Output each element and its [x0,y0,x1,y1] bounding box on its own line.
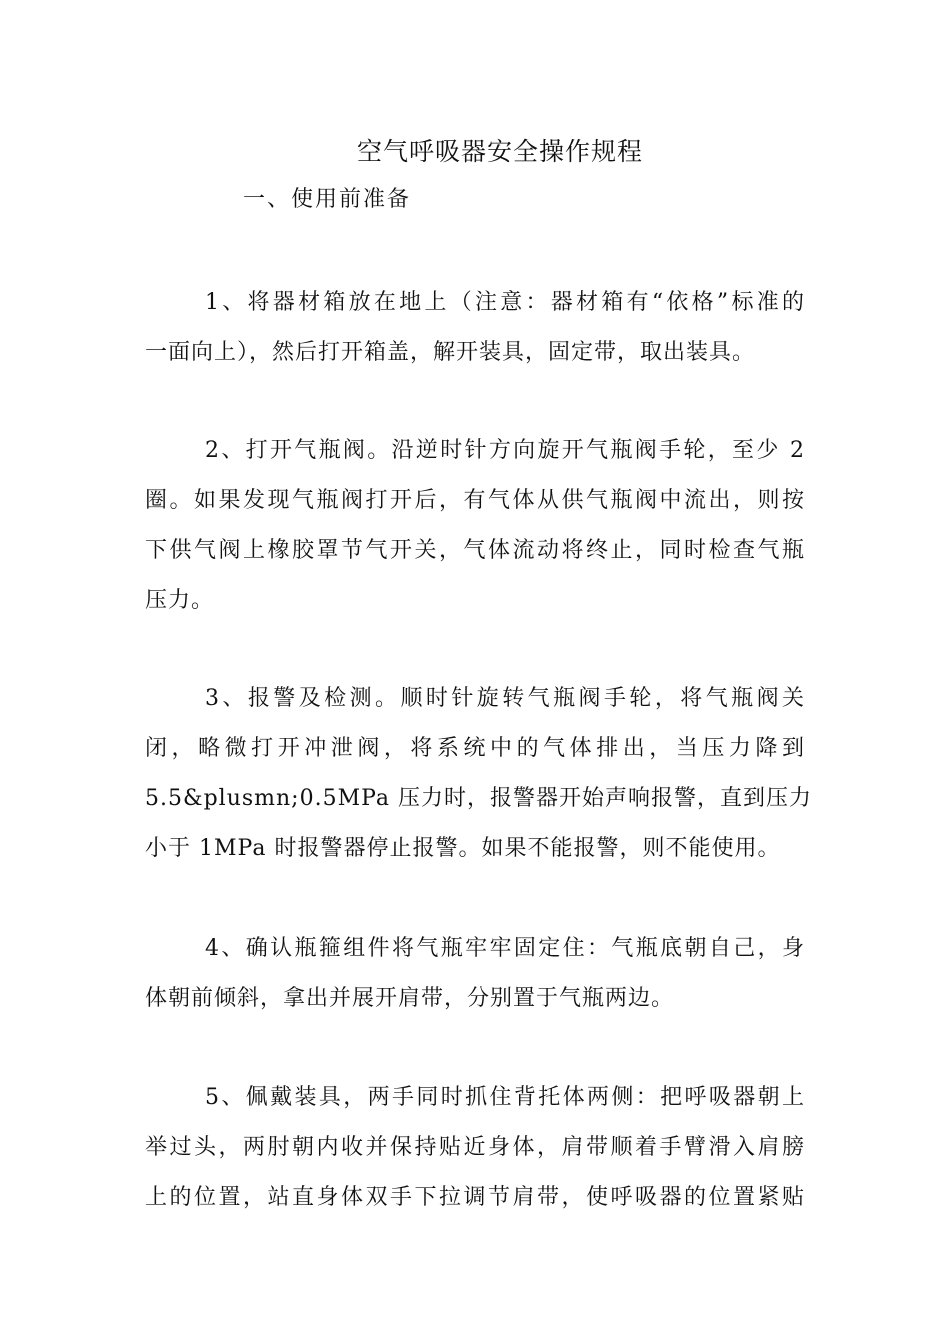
paragraph-line: 闭，略微打开冲泄阀，将系统中的气体排出，当压力降到 [145,736,805,761]
paragraph-line: 圈。如果发现气瓶阀打开后，有气体从供气瓶阀中流出，则按 [145,488,805,513]
section-heading: 一、使用前准备 [243,187,412,212]
paragraph-line: 4、确认瓶箍组件将气瓶牢牢固定住：气瓶底朝自己，身 [205,936,805,961]
document-title: 空气呼吸器安全操作规程 [356,137,643,166]
paragraph-5 [145,1073,805,1223]
paragraph-line: 2、打开气瓶阀。沿逆时针方向旋开气瓶阀手轮，至少 2 [205,438,805,463]
paragraph-line: 上的位置，站直身体双手下拉调节肩带，使呼吸器的位置紧贴 [145,1185,805,1210]
paragraph-line: 1、将器材箱放在地上（注意：器材箱有“依格”标准的 [205,290,805,315]
paragraph-line: 体朝前倾斜，拿出并展开肩带，分别置于气瓶两边。 [145,986,675,1011]
paragraph-1 [145,278,805,378]
paragraph-3 [145,674,813,874]
paragraph-line: 压力。 [145,588,215,613]
paragraph-line: 小于 1MPa 时报警器停止报警。如果不能报警，则不能使用。 [145,836,781,861]
paragraph-2 [145,426,805,626]
paragraph-line: 举过头，两肘朝内收并保持贴近身体，肩带顺着手臂滑入肩膀 [145,1135,805,1160]
paragraph-line: 3、报警及检测。顺时针旋转气瓶阀手轮，将气瓶阀关 [205,686,805,711]
paragraph-line: 5、佩戴装具，两手同时抓住背托体两侧：把呼吸器朝上 [205,1085,805,1110]
paragraph-4 [145,924,805,1024]
paragraph-line: 下供气阀上橡胶罩节气开关，气体流动将终止，同时检查气瓶 [145,538,805,563]
paragraph-line: 一面向上），然后打开箱盖，解开装具，固定带，取出装具。 [145,340,756,365]
paragraph-line: 5.5&plusmn;0.5MPa 压力时，报警器开始声响报警，直到压力 [145,786,813,811]
